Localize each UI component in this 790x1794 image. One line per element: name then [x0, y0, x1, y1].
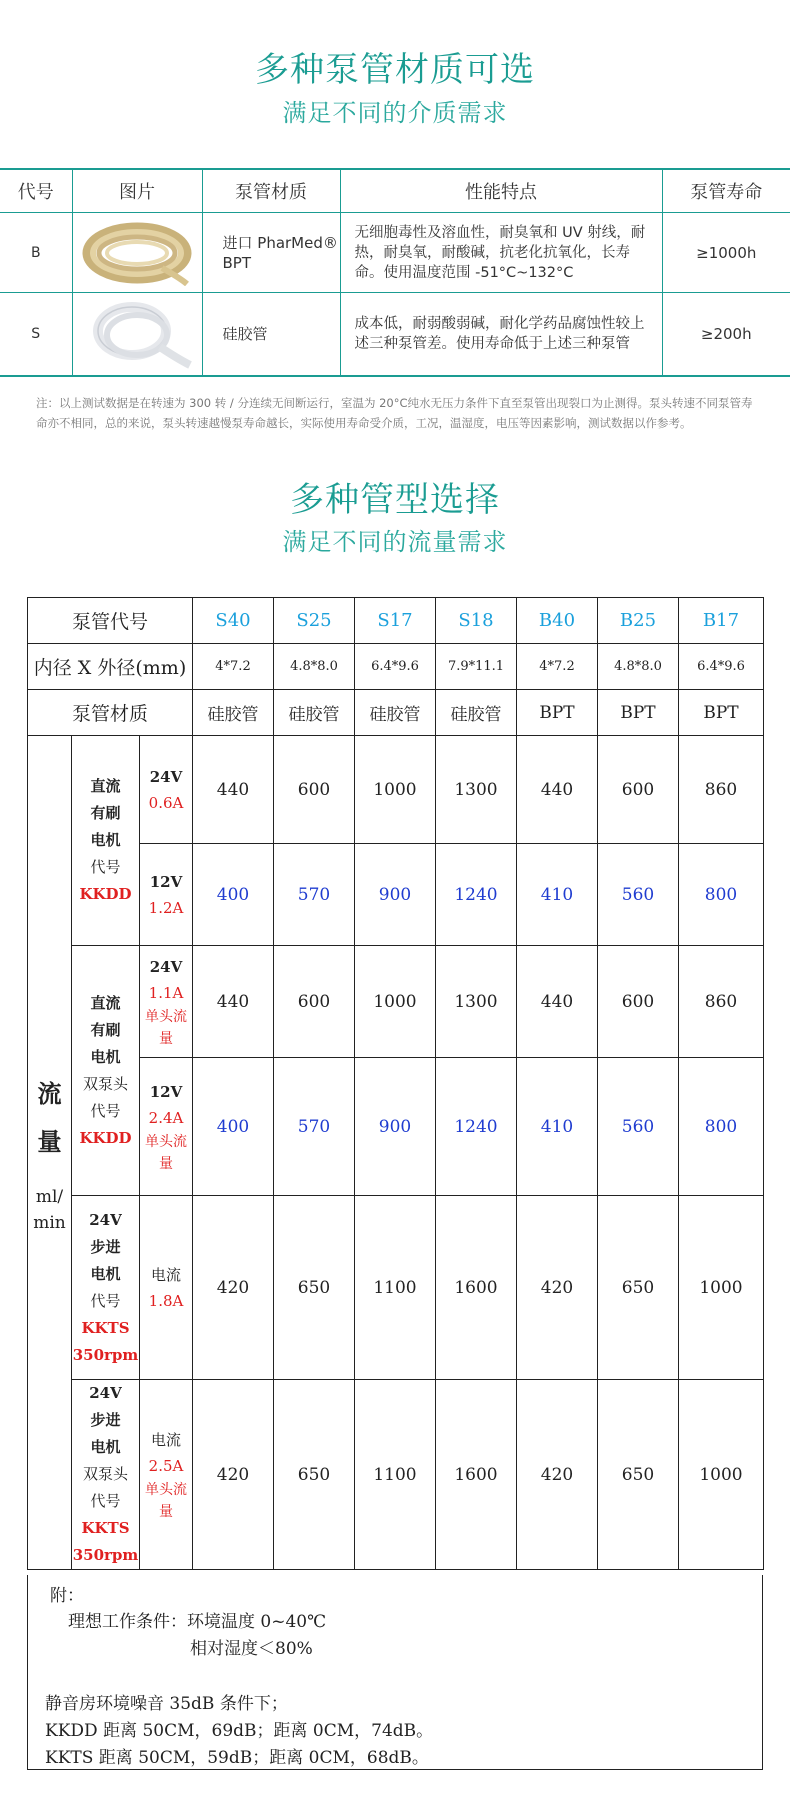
tube-code-cell: S25 [274, 598, 355, 644]
voltage: 12V [149, 1082, 183, 1101]
current: 1.1A [148, 983, 184, 1002]
flow-label [28, 736, 72, 1570]
table-row [0, 293, 790, 377]
voltage: 24V [149, 767, 183, 786]
tube-material-cell: BPT [517, 690, 598, 736]
tube-code-cell: S40 [193, 598, 274, 644]
flow-value: 410 [517, 1058, 598, 1196]
table-row [28, 644, 764, 690]
tube-diameter-label: 内径 X 外径(mm) [28, 644, 193, 690]
table-row [28, 598, 764, 644]
flow-value: 1300 [436, 946, 517, 1058]
tube-code-label: 泵管代号 [28, 598, 193, 644]
flow-value: 1000 [679, 1380, 764, 1570]
motor-line: 双泵头 [82, 1074, 128, 1093]
flow-value: 800 [679, 844, 764, 946]
flow-value: 1240 [436, 1058, 517, 1196]
tube-code-cell: B40 [517, 598, 598, 644]
motor-line: 步进 [90, 1237, 121, 1256]
flow-value: 400 [193, 844, 274, 946]
motor-line: 代号 [90, 1101, 121, 1120]
table-row [0, 213, 790, 293]
tube-diameter-cell: 6.4*9.6 [679, 644, 764, 690]
row-code: B [0, 213, 72, 293]
current: 1.2A [148, 898, 184, 917]
flow-value: 900 [355, 1058, 436, 1196]
motor-line: 有刷 [90, 804, 121, 822]
flow-label-2: 量 [37, 1126, 62, 1156]
section1-title: 多种泵管材质可选 [255, 50, 535, 90]
single-head-flow: 单头流量 [145, 1481, 187, 1520]
flow-value: 1000 [679, 1196, 764, 1380]
flow-value: 1300 [436, 736, 517, 844]
flow-value: 600 [598, 736, 679, 844]
flow-value: 860 [679, 736, 764, 844]
tube-code-cell: S18 [436, 598, 517, 644]
motor-line: 350rpm [72, 1546, 139, 1564]
tube-diameter-cell: 4.8*8.0 [598, 644, 679, 690]
flow-value: 420 [517, 1196, 598, 1380]
single-head-flow: 单头流量 [145, 1008, 187, 1047]
voltage-cell [140, 736, 193, 844]
voltage: 电流 [150, 1430, 181, 1449]
table-row [28, 1380, 764, 1570]
motor-label [72, 736, 140, 946]
tube-diameter-cell: 7.9*11.1 [436, 644, 517, 690]
row-life: ≥1000h [662, 213, 790, 293]
tube-material-cell: 硅胶管 [274, 690, 355, 736]
motor-label [72, 1380, 140, 1570]
notes-kkdd: KKDD 距离 50CM，69dB；距离 0CM，74dB。 [45, 1721, 434, 1741]
header-features: 性能特点 [340, 169, 662, 213]
table-row [28, 946, 764, 1058]
flow-rate-table [27, 597, 764, 1570]
single-head-flow: 单头流量 [145, 1133, 187, 1172]
notes-cond2: 相对湿度＜80% [190, 1639, 313, 1659]
motor-line: 双泵头 [82, 1465, 128, 1483]
row-features: 无细胞毒性及溶血性，耐臭氧和 UV 射线，耐热，耐臭氧，耐酸碱，抗老化抗氧化，长寿命。使用温度范围 -51°C~132°C [340, 213, 662, 293]
flow-value: 570 [274, 1058, 355, 1196]
flow-value: 420 [193, 1380, 274, 1570]
flow-value: 1600 [436, 1380, 517, 1570]
voltage: 电流 [150, 1265, 181, 1284]
notes-kkts: KKTS 距离 50CM，59dB；距离 0CM，68dB。 [45, 1748, 429, 1768]
flow-value: 800 [679, 1058, 764, 1196]
voltage-cell [140, 844, 193, 946]
flow-value: 650 [598, 1196, 679, 1380]
voltage-cell [140, 1380, 193, 1570]
flow-value: 570 [274, 844, 355, 946]
row-life: ≥200h [662, 293, 790, 377]
current: 0.6A [148, 793, 184, 812]
section2-title: 多种管型选择 [290, 480, 500, 520]
header-material: 泵管材质 [202, 169, 340, 213]
row-features: 成本低，耐弱酸弱碱，耐化学药品腐蚀性较上述三种泵管差。使用寿命低于上述三种泵管 [340, 293, 662, 377]
section2-subtitle: 满足不同的流量需求 [282, 528, 508, 556]
notes-head: 附： [50, 1586, 84, 1606]
header-image: 图片 [72, 169, 202, 213]
flow-value: 860 [679, 946, 764, 1058]
voltage: 24V [149, 957, 183, 976]
flow-value: 1100 [355, 1196, 436, 1380]
tube-material-table [0, 168, 790, 377]
flow-value: 420 [517, 1380, 598, 1570]
flow-value: 440 [517, 946, 598, 1058]
flow-value: 1600 [436, 1196, 517, 1380]
row-code: S [0, 293, 72, 377]
motor-line: KKTS [81, 1519, 130, 1537]
tube-code-cell: B25 [598, 598, 679, 644]
section1-subtitle: 满足不同的介质需求 [282, 99, 508, 127]
test-note: 注：以上测试数据是在转速为 300 转 / 分连续无间断运行，室温为 20°C纯水无压力条件下直至泵管出现裂口为止测得。泵头转速不同泵管寿命亦不相同，总的来说，泵头转速越慢泵寿命越长，实际使用寿命受介质，工况，温湿度，电压等因素影响，测试数据以作参考。 [36, 396, 753, 430]
tube-material-cell: BPT [598, 690, 679, 736]
tube-material-cell: 硅胶管 [436, 690, 517, 736]
header-code: 代号 [0, 169, 72, 213]
flow-value: 650 [598, 1380, 679, 1570]
motor-line: KKDD [79, 885, 132, 903]
motor-label [72, 1196, 140, 1380]
motor-line: 代号 [90, 1291, 121, 1310]
motor-line: 电机 [90, 1047, 121, 1066]
tan-tube-coil-icon [72, 213, 202, 293]
tube-diameter-cell: 4*7.2 [517, 644, 598, 690]
flow-unit-2: min [33, 1212, 66, 1233]
motor-line: 电机 [90, 1438, 121, 1456]
tube-material-cell: 硅胶管 [355, 690, 436, 736]
voltage-cell [140, 1058, 193, 1196]
flow-value: 600 [598, 946, 679, 1058]
flow-value: 900 [355, 844, 436, 946]
flow-value: 440 [193, 946, 274, 1058]
motor-line: 直流 [90, 993, 121, 1012]
flow-unit-1: ml/ [35, 1186, 64, 1207]
row-material: 硅胶管 [202, 293, 340, 377]
tube-diameter-cell: 6.4*9.6 [355, 644, 436, 690]
tube-diameter-cell: 4*7.2 [193, 644, 274, 690]
flow-value: 440 [517, 736, 598, 844]
flow-value: 1000 [355, 736, 436, 844]
motor-line: 24V [89, 1210, 122, 1229]
flow-value: 410 [517, 844, 598, 946]
current: 2.4A [148, 1108, 184, 1127]
motor-line: 24V [89, 1384, 122, 1402]
motor-line: 350rpm [72, 1345, 139, 1364]
flow-value: 420 [193, 1196, 274, 1380]
motor-line: KKTS [81, 1318, 130, 1337]
flow-value: 600 [274, 736, 355, 844]
motor-line: 代号 [90, 1492, 121, 1510]
voltage-cell [140, 946, 193, 1058]
voltage-cell [140, 1196, 193, 1380]
flow-value: 650 [274, 1196, 355, 1380]
tube-code-cell: S17 [355, 598, 436, 644]
flow-value: 1100 [355, 1380, 436, 1570]
motor-line: 代号 [90, 858, 121, 876]
voltage: 12V [149, 872, 183, 891]
tube-diameter-cell: 4.8*8.0 [274, 644, 355, 690]
table-row [28, 1196, 764, 1380]
notes-cond1: 理想工作条件：环境温度 0~40℃ [68, 1612, 327, 1632]
tube-code-cell: B17 [679, 598, 764, 644]
flow-value: 1240 [436, 844, 517, 946]
flow-value: 560 [598, 844, 679, 946]
motor-label [72, 946, 140, 1196]
notes-noise: 静音房环境噪音 35dB 条件下； [45, 1694, 288, 1714]
table-row [28, 736, 764, 844]
flow-value: 440 [193, 736, 274, 844]
motor-line: 有刷 [90, 1020, 121, 1039]
motor-line: 电机 [90, 1264, 121, 1283]
table-header-row [0, 169, 790, 213]
flow-value: 1000 [355, 946, 436, 1058]
tube-material-label: 泵管材质 [28, 690, 193, 736]
current: 2.5A [148, 1456, 184, 1475]
tube-material-cell: 硅胶管 [193, 690, 274, 736]
table-row [28, 690, 764, 736]
motor-line: 直流 [90, 777, 121, 795]
flow-value: 600 [274, 946, 355, 1058]
flow-value: 650 [274, 1380, 355, 1570]
motor-line: KKDD [79, 1128, 132, 1147]
header-life: 泵管寿命 [662, 169, 790, 213]
flow-label-1: 流 [37, 1078, 62, 1108]
motor-line: 步进 [90, 1411, 121, 1429]
flow-value: 400 [193, 1058, 274, 1196]
tube-material-cell: BPT [679, 690, 764, 736]
current: 1.8A [148, 1291, 184, 1310]
flow-value: 560 [598, 1058, 679, 1196]
clear-tube-coil-icon [72, 293, 202, 377]
motor-line: 电机 [90, 831, 121, 849]
notes-box [27, 1575, 763, 1770]
row-material: 进口 PharMed® BPT [202, 213, 340, 293]
